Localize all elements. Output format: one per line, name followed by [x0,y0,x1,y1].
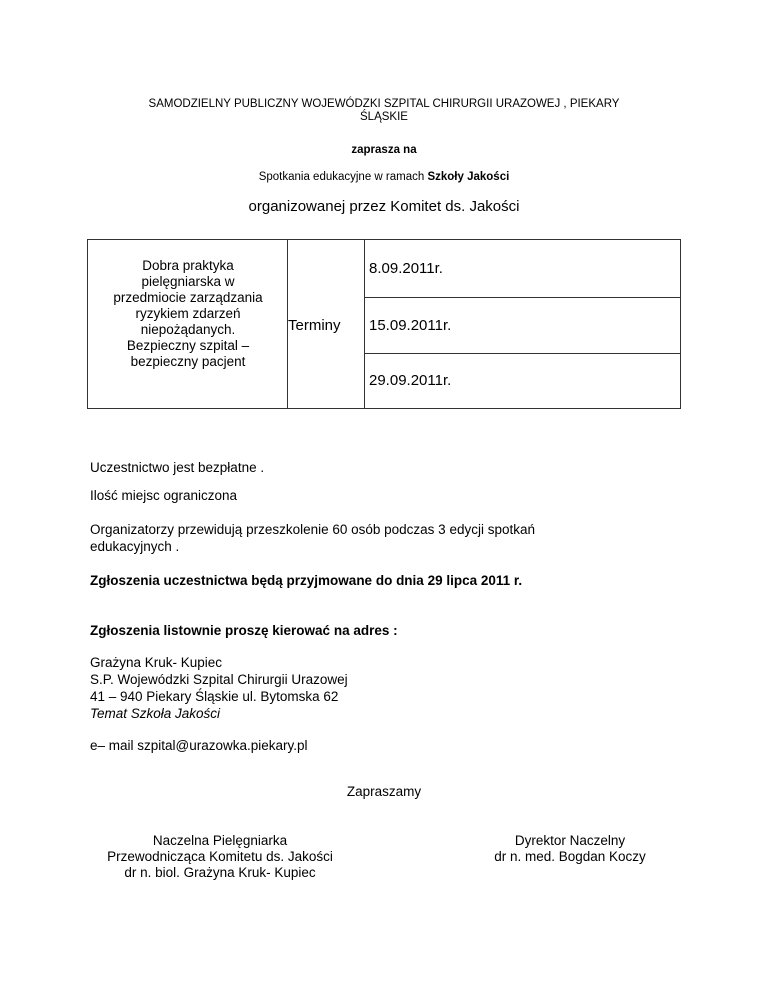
topic-line: Dobra praktyka [142,258,234,273]
limited-seats: Ilość miejsc ograniczona [90,488,238,503]
free-participation: Uczestnictwo jest bezpłatne . [90,460,265,475]
deadline-text: Zgłoszenia uczestnictwa będą przyjmowane do dnia 29 lipca 2011 r. [90,573,523,588]
meetings-prefix: Spotkania edukacyjne w ramach [258,171,428,183]
contact-name: Grażyna Kruk- Kupiec [90,655,223,670]
table-divider [364,353,681,354]
signature-left-line2: Przewodnicząca Komitetu ds. Jakości [107,849,333,864]
signature-left-line3: dr n. biol. Grażyna Kruk- Kupiec [124,865,316,880]
table-divider [364,297,681,298]
topic-line: bezpieczny pacjent [130,354,246,369]
school-of-quality: Szkoły Jakości [427,171,510,183]
topic-line: ryzykiem zdarzeń [135,306,241,321]
institution-name-line1: SAMODZIELNY PUBLICZNY WOJEWÓDZKI SZPITAL CHIRURGII URAZOWEJ , PIEKARY [148,98,620,110]
topic-line: przedmiocie zarządzania [113,290,263,305]
topic-cell [90,258,286,370]
closing-text: Zapraszamy [346,784,422,799]
topic-line: pielęgniarska w [141,274,235,289]
email-label: e– mail [90,738,138,753]
meetings-text [90,171,678,183]
signature-left [88,833,352,881]
organized-by-text: organizowanej przez Komitet ds. Jakości [248,198,520,215]
signature-right-line2: dr n. med. Bogdan Koczy [494,849,646,864]
email-line [90,738,308,754]
date-2: 15.09.2011r. [369,317,452,334]
training-info-line2: edukacyjnych . [90,539,180,554]
training-info-line1: Organizatorzy przewidują przeszkolenie 60 osób podczas 3 edycji spotkań [90,522,535,537]
topic-line: Bezpieczny szpital – [126,338,250,353]
contact-subject: Temat Szkoła Jakości [90,706,221,721]
topic-line: niepożądanych. [140,322,236,337]
signature-right-line1: Dyrektor Naczelny [514,833,626,848]
signature-left-line1: Naczelna Pielęgniarka [152,833,288,848]
table-divider [364,239,365,409]
date-3: 29.09.2011r. [369,372,452,389]
invites-text: zaprasza na [351,144,417,156]
contact-institution: S.P. Wojewódzki Szpital Chirurgii Urazowej [90,672,348,687]
signature-right [470,833,670,865]
contact-street: 41 – 940 Piekary Śląskie ul. Bytomska 62 [90,689,339,704]
address-heading: Zgłoszenia listownie proszę kierować na adres : [90,623,398,638]
email-address[interactable]: szpital@urazowka.piekary.pl [137,738,308,753]
date-1: 8.09.2011r. [369,260,443,277]
terms-label: Terminy [288,317,341,334]
institution-name-line2: ŚLĄSKIE [360,111,408,123]
